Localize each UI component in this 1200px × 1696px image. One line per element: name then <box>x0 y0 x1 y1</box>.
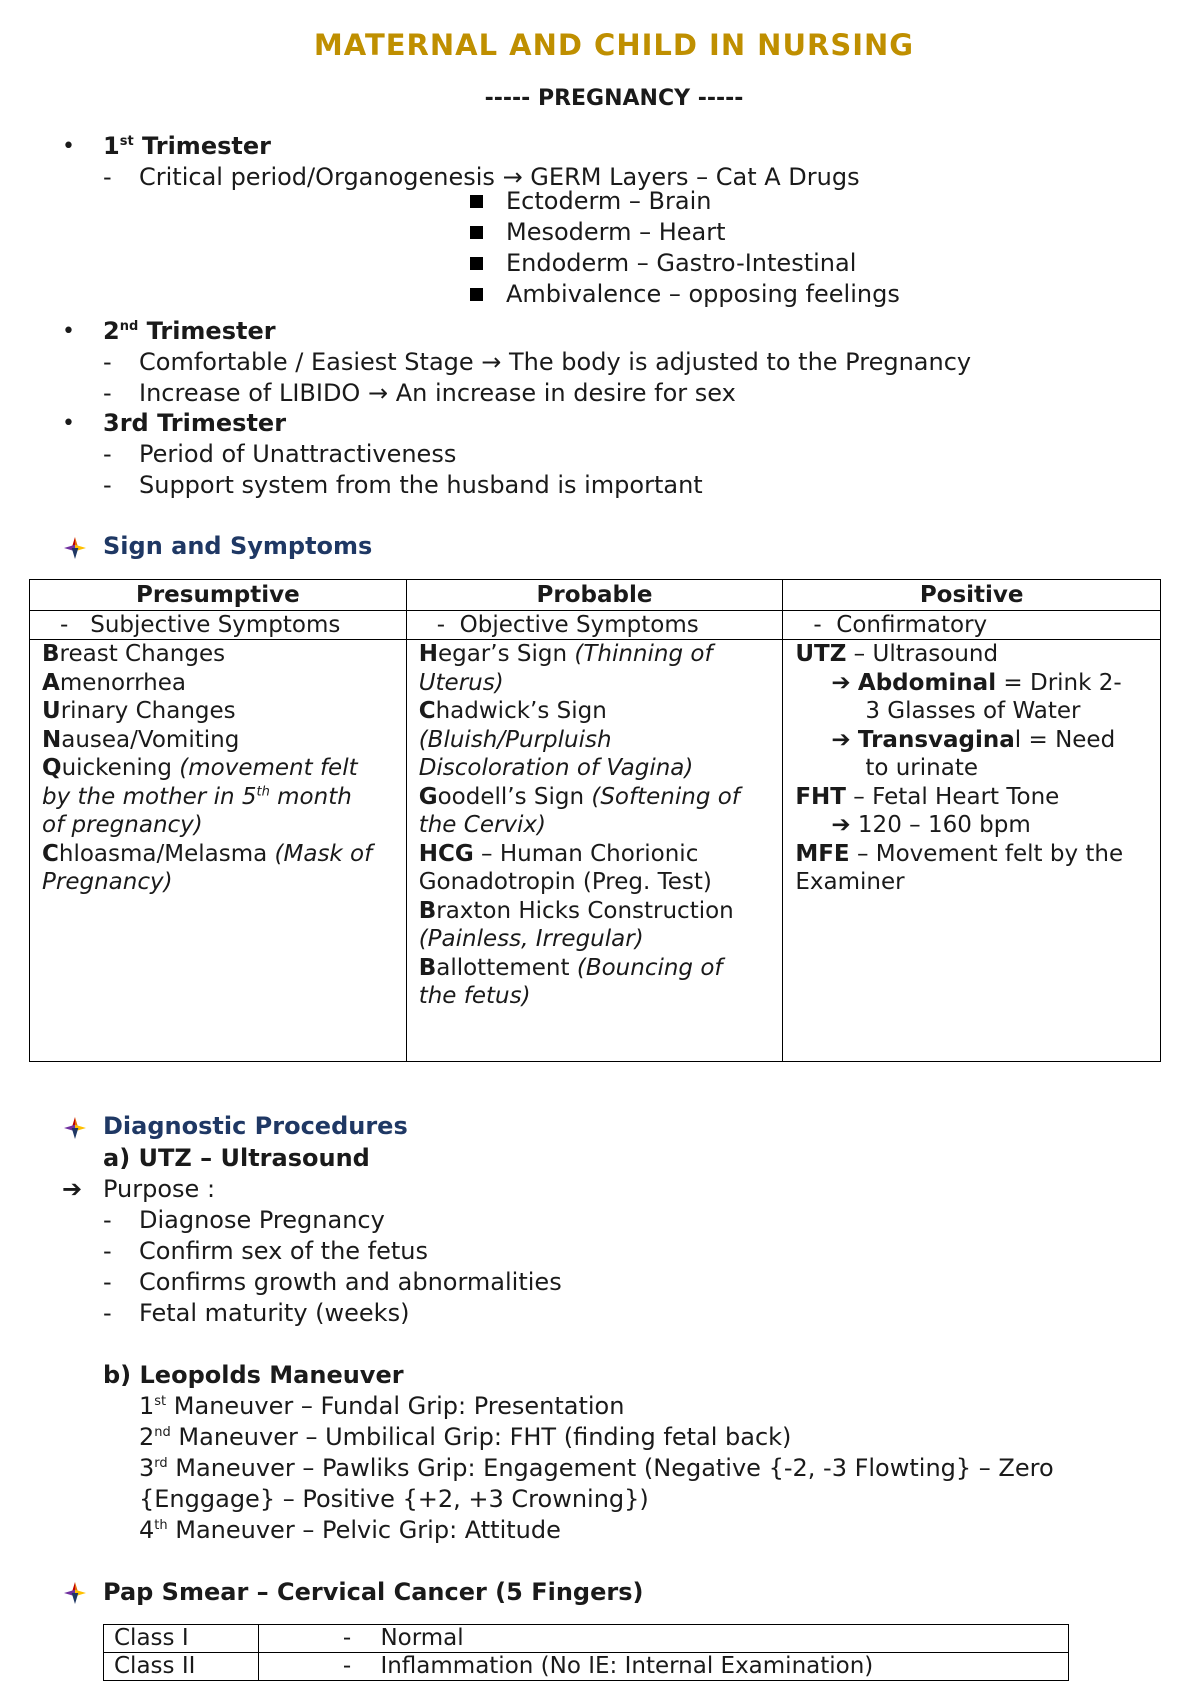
document-title: MATERNAL AND CHILD IN NURSING <box>313 28 915 62</box>
pinwheel-bullet-icon <box>64 1582 86 1604</box>
table-header-row <box>30 580 1161 611</box>
list-item: Goodell’s Sign (Softening of <box>418 783 740 810</box>
list-item-cont: (Bluish/Purpluish <box>418 726 612 753</box>
list-item: Nausea/Vomiting <box>42 726 240 753</box>
germ-layer-item: Ambivalence – opposing feelings <box>506 280 900 308</box>
dash: - <box>103 1299 112 1327</box>
subheader-probable: - Objective Symptoms <box>406 611 783 640</box>
list-item-cont: (Painless, Irregular) <box>418 926 644 952</box>
table-row <box>104 1625 1069 1653</box>
dash: - <box>103 471 112 499</box>
signs-table <box>29 579 1161 1062</box>
header-probable: Probable <box>406 580 783 611</box>
trimester-2-line: Increase of LIBIDO → An increase in desire for sex <box>139 379 736 407</box>
square-bullet-icon <box>470 253 483 272</box>
signs-heading: Sign and Symptoms <box>103 532 373 560</box>
purpose-label: Purpose : <box>103 1175 216 1203</box>
trimester-3-line: Period of Unattractiveness <box>139 440 457 468</box>
list-item-cont: the fetus) <box>418 983 531 1009</box>
list-item-cont: by the mother in 5th month <box>42 783 352 810</box>
list-item: HCG – Human Chorionic <box>418 840 699 867</box>
list-item: Amenorrhea <box>42 669 186 696</box>
pinwheel-bullet-icon <box>64 537 86 559</box>
subheader-positive: - Confirmatory <box>783 611 1161 640</box>
trimester-1-label: 1st Trimester <box>103 132 271 160</box>
table-row <box>104 1653 1069 1681</box>
presumptive-cell <box>30 640 407 1062</box>
trimester-3-line: Support system from the husband is important <box>139 471 703 499</box>
list-item: ➔ 120 – 160 bpm <box>831 812 1031 838</box>
dash: - <box>103 1206 112 1234</box>
maneuver-item: 4th Maneuver – Pelvic Grip: Attitude <box>139 1516 561 1544</box>
dash: - <box>103 1237 112 1265</box>
dash: - <box>103 163 112 191</box>
maneuver-item: 2nd Maneuver – Umbilical Grip: FHT (finding fetal back) <box>139 1423 792 1451</box>
arrow-icon: ➔ <box>831 669 851 696</box>
list-item: Ballottement (Bouncing of <box>418 954 723 981</box>
dash: - <box>103 348 112 376</box>
square-bullet-icon <box>470 191 483 210</box>
list-item: Chloasma/Melasma (Mask of <box>42 840 373 867</box>
positive-cell <box>783 640 1161 1062</box>
list-item: MFE – Movement felt by the <box>795 840 1124 867</box>
purpose-item: Fetal maturity (weeks) <box>139 1299 410 1327</box>
pap-desc: - Normal <box>258 1625 1068 1653</box>
bullet-dot: • <box>62 134 75 159</box>
list-item: Breast Changes <box>42 641 226 667</box>
pap-heading: Pap Smear – Cervical Cancer (5 Fingers) <box>103 1578 644 1606</box>
table-body-row <box>30 640 1161 1062</box>
list-item-cont: Uterus) <box>418 669 504 696</box>
pap-desc: - Inflammation (No IE: Internal Examination) <box>258 1653 1068 1681</box>
arrow-icon: ➔ <box>62 1175 83 1203</box>
list-item: Quickening (movement felt <box>42 755 358 781</box>
list-item-cont: Pregnancy) <box>42 869 173 895</box>
square-bullet-icon <box>470 284 483 303</box>
trimester-2-line: Comfortable / Easiest Stage → The body is adjusted to the Pregnancy <box>139 348 972 376</box>
purpose-item: Confirms growth and abnormalities <box>139 1268 562 1296</box>
list-item-cont: Gonadotropin (Preg. Test) <box>418 869 712 895</box>
list-item-cont: Discoloration of Vagina) <box>418 755 694 781</box>
bullet-dot: • <box>62 411 75 436</box>
section-subtitle: ----- PREGNANCY ----- <box>484 86 744 111</box>
purpose-item: Confirm sex of the fetus <box>139 1237 429 1265</box>
utz-heading: a) UTZ – Ultrasound <box>103 1144 370 1172</box>
purpose-item: Diagnose Pregnancy <box>139 1206 385 1234</box>
list-item: UTZ – Ultrasound <box>795 641 999 667</box>
dash: - <box>103 1268 112 1296</box>
trimester-3-label: 3rd Trimester <box>103 409 287 437</box>
list-item: FHT – Fetal Heart Tone <box>795 783 1060 810</box>
pap-class: Class II <box>104 1653 259 1681</box>
list-item-cont: of pregnancy) <box>42 812 203 838</box>
arrow-icon: ➔ <box>831 812 851 838</box>
subheader-presumptive: - Subjective Symptoms <box>30 611 407 640</box>
maneuver-item-cont: {Enggage} – Positive {+2, +3 Crowning}) <box>139 1485 649 1513</box>
header-presumptive: Presumptive <box>30 580 407 611</box>
germ-layer-item: Mesoderm – Heart <box>506 218 726 246</box>
germ-layer-item: Ectoderm – Brain <box>506 187 712 215</box>
probable-cell <box>406 640 783 1062</box>
dash: - <box>103 440 112 468</box>
maneuver-item: 1st Maneuver – Fundal Grip: Presentation <box>139 1392 625 1420</box>
trimester-2-label: 2nd Trimester <box>103 317 276 345</box>
leopolds-heading: b) Leopolds Maneuver <box>103 1361 404 1389</box>
list-item-cont: Examiner <box>795 869 905 895</box>
list-item-cont: the Cervix) <box>418 812 547 838</box>
list-item: Chadwick’s Sign <box>418 698 607 724</box>
square-bullet-icon <box>470 222 483 241</box>
arrow-icon: ➔ <box>831 726 851 753</box>
list-item: Hegar’s Sign (Thinning of <box>418 641 713 667</box>
maneuver-item: 3rd Maneuver – Pawliks Grip: Engagement (Negative {-2, -3 Flowting} – Zero <box>139 1454 1054 1482</box>
list-item: Urinary Changes <box>42 698 236 724</box>
dash: - <box>103 379 112 407</box>
list-item-cont: to urinate <box>865 755 978 781</box>
diagnostic-heading: Diagnostic Procedures <box>103 1112 408 1140</box>
pap-table <box>103 1624 1069 1681</box>
header-positive: Positive <box>783 580 1161 611</box>
bullet-dot: • <box>62 319 75 344</box>
list-item-cont: 3 Glasses of Water <box>865 698 1081 724</box>
pap-class: Class I <box>104 1625 259 1653</box>
list-item: ➔ Transvaginal = Need <box>831 726 1116 753</box>
list-item: Braxton Hicks Construction <box>418 897 734 924</box>
germ-layer-item: Endoderm – Gastro-Intestinal <box>506 249 857 277</box>
pinwheel-bullet-icon <box>64 1117 86 1139</box>
trimester-1-line: Critical period/Organogenesis → GERM Layers – Cat A Drugs <box>139 163 860 191</box>
table-subheader-row <box>30 611 1161 640</box>
list-item: ➔ Abdominal = Drink 2- <box>831 669 1122 696</box>
